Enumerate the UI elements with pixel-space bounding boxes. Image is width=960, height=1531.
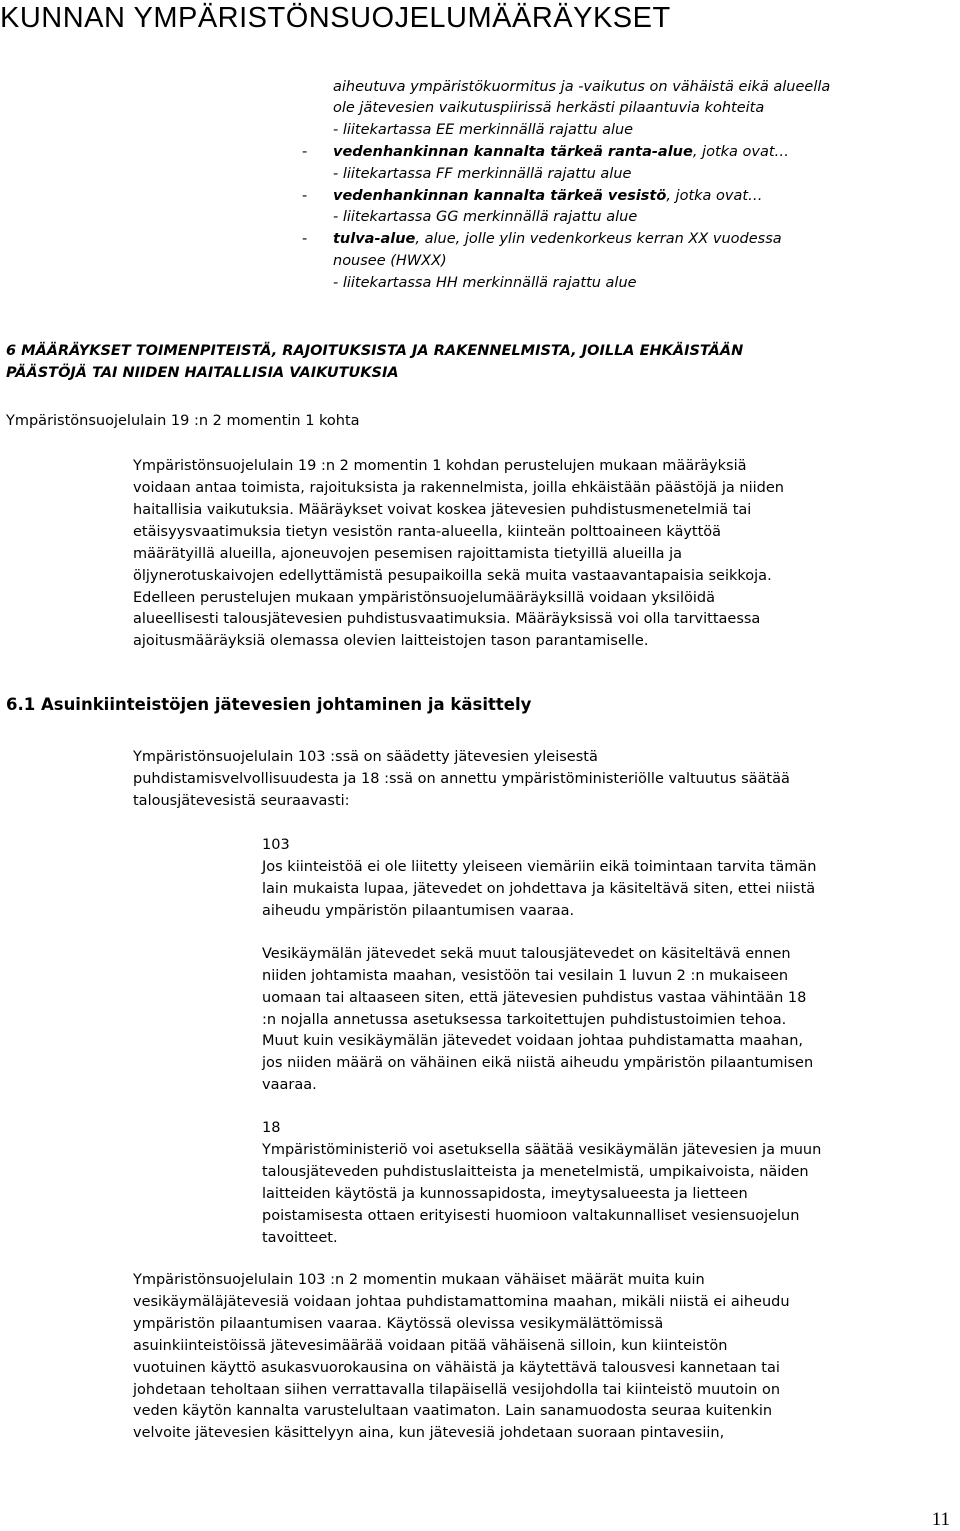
paragraph-line: Ympäristönsuojelulain 103 :n 2 momentin mukaan vähäiset määrät muita kuin: [133, 1272, 705, 1288]
paragraph-line: :n nojalla annetussa asetuksessa tarkoitettujen puhdistustoimien tehoa.: [262, 1012, 787, 1028]
list-text-line: - liitekartassa GG merkinnällä rajattu alue: [333, 209, 638, 225]
section-heading: 6 MÄÄRÄYKSET TOIMENPITEISTÄ, RAJOITUKSISTA JA RAKENNELMISTA, JOILLA EHKÄISTÄÄN: [6, 343, 744, 359]
paragraph-line: vaaraa.: [262, 1077, 317, 1093]
list-item: [333, 142, 789, 163]
list-item: [333, 229, 782, 250]
paragraph-line: uomaan tai altaaseen siten, että jätevesien puhdistus vastaa vähintään 18: [262, 990, 807, 1006]
paragraph-line: lain mukaista lupaa, jätevedet on johdettava ja käsiteltävä siten, ettei niistä: [262, 881, 816, 897]
paragraph-line: vesikäymäläjätevesiä voidaan johtaa puhdistamattomina maahan, mikäli niistä ei aiheudu: [133, 1294, 790, 1310]
paragraph-line: puhdistamisvelvollisuudesta ja 18 :ssä on annettu ympäristöministeriölle valtuutus säätää: [133, 771, 790, 787]
paragraph-line: veden käytön kannalta varustelultaan vaatimaton. Lain sanamuodosta seuraa kuitenkin: [133, 1403, 773, 1419]
paragraph-line: voidaan antaa toimista, rajoituksista ja rakennelmista, joilla ehkäistään päästöjä ja niiden: [133, 480, 784, 496]
list-text-line: - liitekartassa EE merkinnällä rajattu alue: [333, 122, 634, 138]
subsection-heading: 6.1 Asuinkiinteistöjen jätevesien johtaminen ja käsittely: [6, 695, 532, 714]
paragraph-line: Ympäristöministeriö voi asetuksella säätää vesikäymälän jätevesien ja muun: [262, 1142, 822, 1158]
paragraph-line: ajoitusmääräyksiä olemassa olevien laitteistojen tason parantamiselle.: [133, 633, 649, 649]
paragraph-line: alueellisesti talousjätevesien puhdistusvaatimuksia. Määräyksissä voi olla tarvittaessa: [133, 611, 761, 627]
paragraph-line: Ympäristönsuojelulain 103 :ssä on säädetty jätevesien yleisestä: [133, 749, 598, 765]
paragraph-line: ympäristön pilaantumisen vaaraa. Käytössä olevissa vesikymälättömissä: [133, 1316, 664, 1332]
list-item-term: tulva-alue: [333, 231, 416, 247]
paragraph-line: öljynerotuskaivojen edellyttämistä pesupaikoilla sekä muita vastaavantapaisia seikkoja.: [133, 568, 772, 584]
list-text-line: aiheutuva ympäristökuormitus ja -vaikutus on vähäistä eikä alueella: [333, 79, 831, 95]
paragraph-line: johdetaan teholtaan siihen verrattavalla tilapäisellä vesijohdolla tai kiinteistö muutoin on: [133, 1382, 781, 1398]
section-heading: PÄÄSTÖJÄ TAI NIIDEN HAITALLISIA VAIKUTUKSIA: [6, 365, 399, 381]
paragraph-line: talousjäteveden puhdistuslaitteista ja menetelmistä, umpikaivoista, näiden: [262, 1164, 809, 1180]
list-item-text: , alue, jolle ylin vedenkorkeus kerran XX vuodessa: [415, 231, 782, 247]
paragraph-number: 103: [262, 837, 290, 853]
paragraph-line: aiheudu ympäristön pilaantumisen vaaraa.: [262, 903, 575, 919]
list-bullet-dash: -: [302, 144, 308, 160]
paragraph-line: talousjätevesistä seuraavasti:: [133, 793, 350, 809]
list-text-line: nousee (HWXX): [333, 253, 447, 269]
paragraph-number: 18: [262, 1120, 281, 1136]
paragraph-line: vuotuinen käyttö asukasvuorokausina on vähäistä ja käytettävä talousvesi kannetaan tai: [133, 1360, 780, 1376]
list-item: [333, 186, 763, 207]
paragraph-line: Edelleen perustelujen mukaan ympäristönsuojelumääräyksillä voidaan yksilöidä: [133, 590, 715, 606]
paragraph-line: Muut kuin vesikäymälän jätevedet voidaan johtaa puhdistamatta maahan,: [262, 1033, 804, 1049]
list-item-text: , jotka ovat…: [692, 144, 790, 160]
paragraph-line: Jos kiinteistöä ei ole liitetty yleiseen viemäriin eikä toimintaan tarvita tämän: [262, 859, 817, 875]
paragraph-line: jos niiden määrä on vähäinen eikä niistä aiheudu ympäristön pilaantumisen: [262, 1055, 814, 1071]
paragraph-line: niiden johtamista maahan, vesistöön tai vesilain 1 luvun 2 :n mukaiseen: [262, 968, 789, 984]
paragraph-line: tavoitteet.: [262, 1230, 338, 1246]
list-text-line: ole jätevesien vaikutuspiirissä herkästi pilaantuvia kohteita: [333, 100, 765, 116]
list-text-line: - liitekartassa HH merkinnällä rajattu alue: [333, 275, 637, 291]
list-bullet-dash: -: [302, 188, 308, 204]
paragraph-line: poistamisesta ottaen erityisesti huomioon valtakunnalliset vesiensuojelun: [262, 1208, 800, 1224]
paragraph-line: asuinkiinteistöissä jätevesimäärää voidaan pitää vähäisenä silloin, kun kiinteistön: [133, 1338, 728, 1354]
paragraph-line: Ympäristönsuojelulain 19 :n 2 momentin 1 kohdan perustelujen mukaan määräyksiä: [133, 458, 747, 474]
page-header-title: KUNNAN YMPÄRISTÖNSUOJELUMÄÄRÄYKSET: [0, 2, 671, 34]
paragraph-line: laitteiden käytöstä ja kunnossapidosta, imeytysalueesta ja lietteen: [262, 1186, 748, 1202]
paragraph-line: etäisyysvaatimuksia tietyn vesistön ranta-alueella, kiinteän polttoaineen käyttöä: [133, 524, 722, 540]
paragraph-line: haitallisia vaikutuksia. Määräykset voivat koskea jätevesien puhdistusmenetelmiä tai: [133, 502, 752, 518]
paragraph-line: määrätyillä alueilla, ajoneuvojen pesemisen rajoittamista tietyillä alueilla ja: [133, 546, 683, 562]
page-number: 11: [931, 1509, 950, 1530]
paragraph-line: velvoite jätevesien käsittelyyn aina, kun jätevesiä johdetaan suoraan pintavesiin,: [133, 1425, 725, 1441]
list-text-line: - liitekartassa FF merkinnällä rajattu alue: [333, 166, 632, 182]
paragraph-line: Vesikäymälän jätevedet sekä muut talousjätevedet on käsiteltävä ennen: [262, 946, 791, 962]
list-item-term: vedenhankinnan kannalta tärkeä ranta-alue: [333, 144, 693, 160]
list-item-term: vedenhankinnan kannalta tärkeä vesistö: [333, 188, 667, 204]
list-bullet-dash: -: [302, 231, 308, 247]
list-item-text: , jotka ovat…: [666, 188, 763, 204]
law-reference: Ympäristönsuojelulain 19 :n 2 momentin 1 kohta: [6, 413, 360, 429]
